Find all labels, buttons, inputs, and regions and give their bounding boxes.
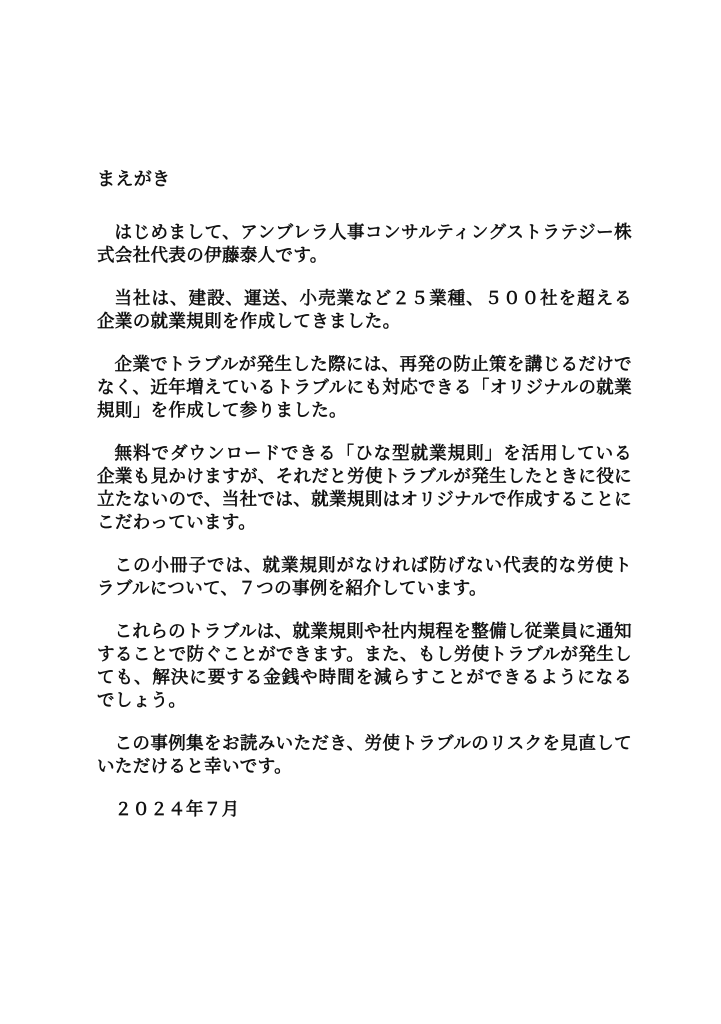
paragraph-closing: この事例集をお読みいただき、労使トラブルのリスクを見直していただけると幸いです。 bbox=[97, 733, 632, 776]
paragraph-intro: はじめまして、アンブレラ人事コンサルティングストラテジー株式会社代表の伊藤泰人です。 bbox=[97, 222, 632, 265]
paragraph-original-rules: 企業でトラブルが発生した際には、再発の防止策を講じるだけでなく、近年増えているトラブルにも対応できる「オリジナルの就業規則」を作成して参りました。 bbox=[97, 354, 632, 420]
date-line: ２０２４年７月 bbox=[114, 799, 240, 819]
document-body bbox=[97, 221, 632, 821]
paragraph-template-warning: 無料でダウンロードできる「ひな型就業規則」を活用している企業も見かけますが、それだと労使トラブルが発生したときに役に立たないので、当社では、就業規則はオリジナルで作成することにこだわっています。 bbox=[97, 443, 632, 532]
paragraph-company-experience: 当社は、建設、運送、小売業など２５業種、５００社を超える企業の就業規則を作成してきました。 bbox=[97, 288, 632, 331]
paragraph-prevention: これらのトラブルは、就業規則や社内規程を整備し従業員に通知することで防ぐことができます。また、もし労使トラブルが発生しても、解決に要する金銭や時間を減らすことができるようになるでしょう。 bbox=[97, 621, 632, 710]
paragraph-booklet-overview: この小冊子では、就業規則がなければ防げない代表的な労使トラブルについて、７つの事例を紹介しています。 bbox=[97, 555, 632, 598]
page-title: まえがき bbox=[97, 169, 171, 189]
